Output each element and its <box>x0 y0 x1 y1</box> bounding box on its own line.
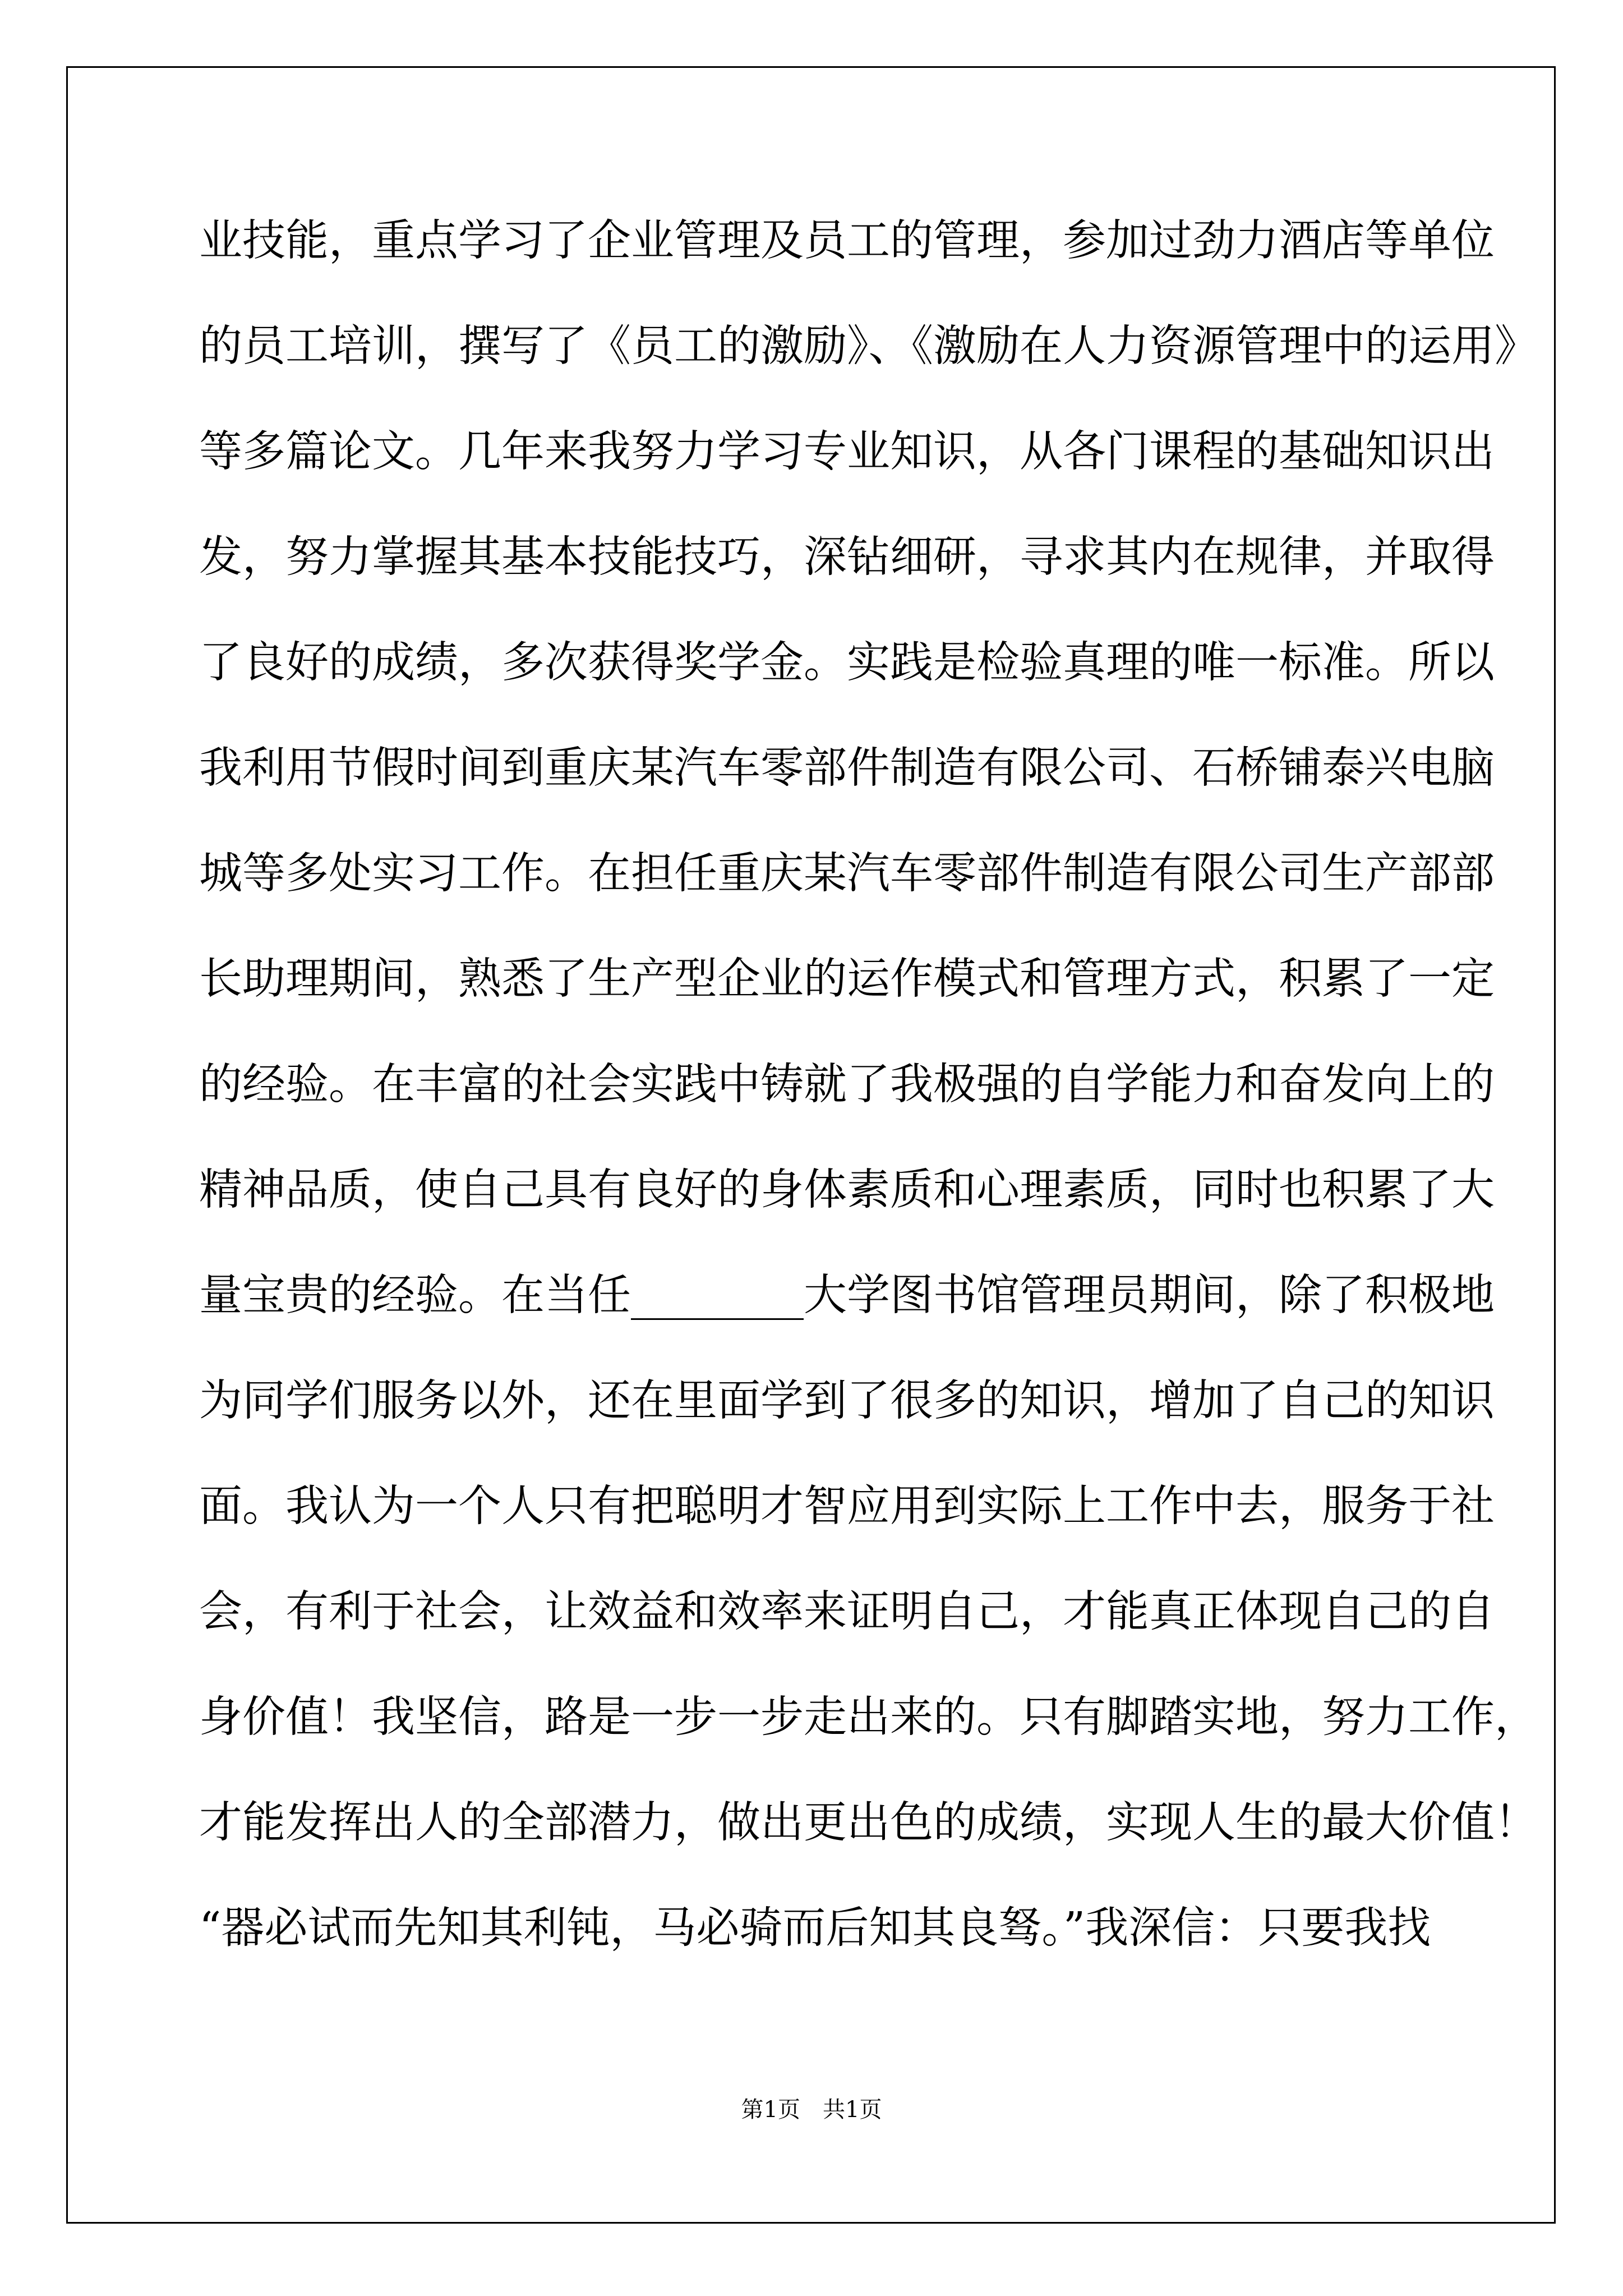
text-line-5: 了良好的成绩，多次获得奖学金。实践是检验真理的唯一标准。所以 <box>199 638 1495 688</box>
text-line-13: 面。我认为一个人只有把聪明才智应用到实际上工作中去，服务于社 <box>199 1481 1495 1531</box>
text-line-16: 才能发挥出人的全部潜力，做出更出色的成绩，实现人生的最大价值！ <box>199 1798 1538 1848</box>
text-line-14: 会，有利于社会，让效益和效率来证明自己，才能真正体现自己的自 <box>199 1587 1495 1637</box>
text-line-12: 为同学们服务以外，还在里面学到了很多的知识，增加了自己的知识 <box>199 1376 1495 1426</box>
text-line-8: 长助理期间，熟悉了生产型企业的运作模式和管理方式，积累了一定 <box>199 954 1495 1004</box>
text-line-1: 业技能，重点学习了企业管理及员工的管理，参加过劲力酒店等单位 <box>199 216 1495 266</box>
text-line-9: 的经验。在丰富的社会实践中铸就了我极强的自学能力和奋发向上的 <box>199 1060 1495 1110</box>
text-line-17: “器必试而先知其利钝，马必骑而后知其良驽。”我深信：只要我找 <box>199 1903 1431 1953</box>
text-line-10: 精神品质，使自己具有良好的身体素质和心理素质，同时也积累了大 <box>199 1165 1495 1215</box>
text-line-11: 量宝贵的经验。在当任________大学图书馆管理员期间，除了积极地 <box>199 1271 1495 1320</box>
text-line-15: 身价值！我坚信，路是一步一步走出来的。只有脚踏实地，努力工作， <box>199 1692 1538 1742</box>
text-line-4: 发，努力掌握其基本技能技巧，深钻细研，寻求其内在规律，并取得 <box>199 532 1495 582</box>
text-line-7: 城等多处实习工作。在担任重庆某汽车零部件制造有限公司生产部部 <box>199 849 1495 899</box>
body-text <box>199 213 1538 2006</box>
text-line-3: 等多篇论文。几年来我努力学习专业知识，从各门课程的基础知识出 <box>199 427 1495 477</box>
page-number-footer: 第1页 共1页 <box>741 2097 882 2123</box>
text-line-2: 的员工培训，撰写了《员工的激励》、《激励在人力资源管理中的运用》 <box>199 321 1538 371</box>
text-line-6: 我利用节假时间到重庆某汽车零部件制造有限公司、石桥铺泰兴电脑 <box>199 743 1495 793</box>
